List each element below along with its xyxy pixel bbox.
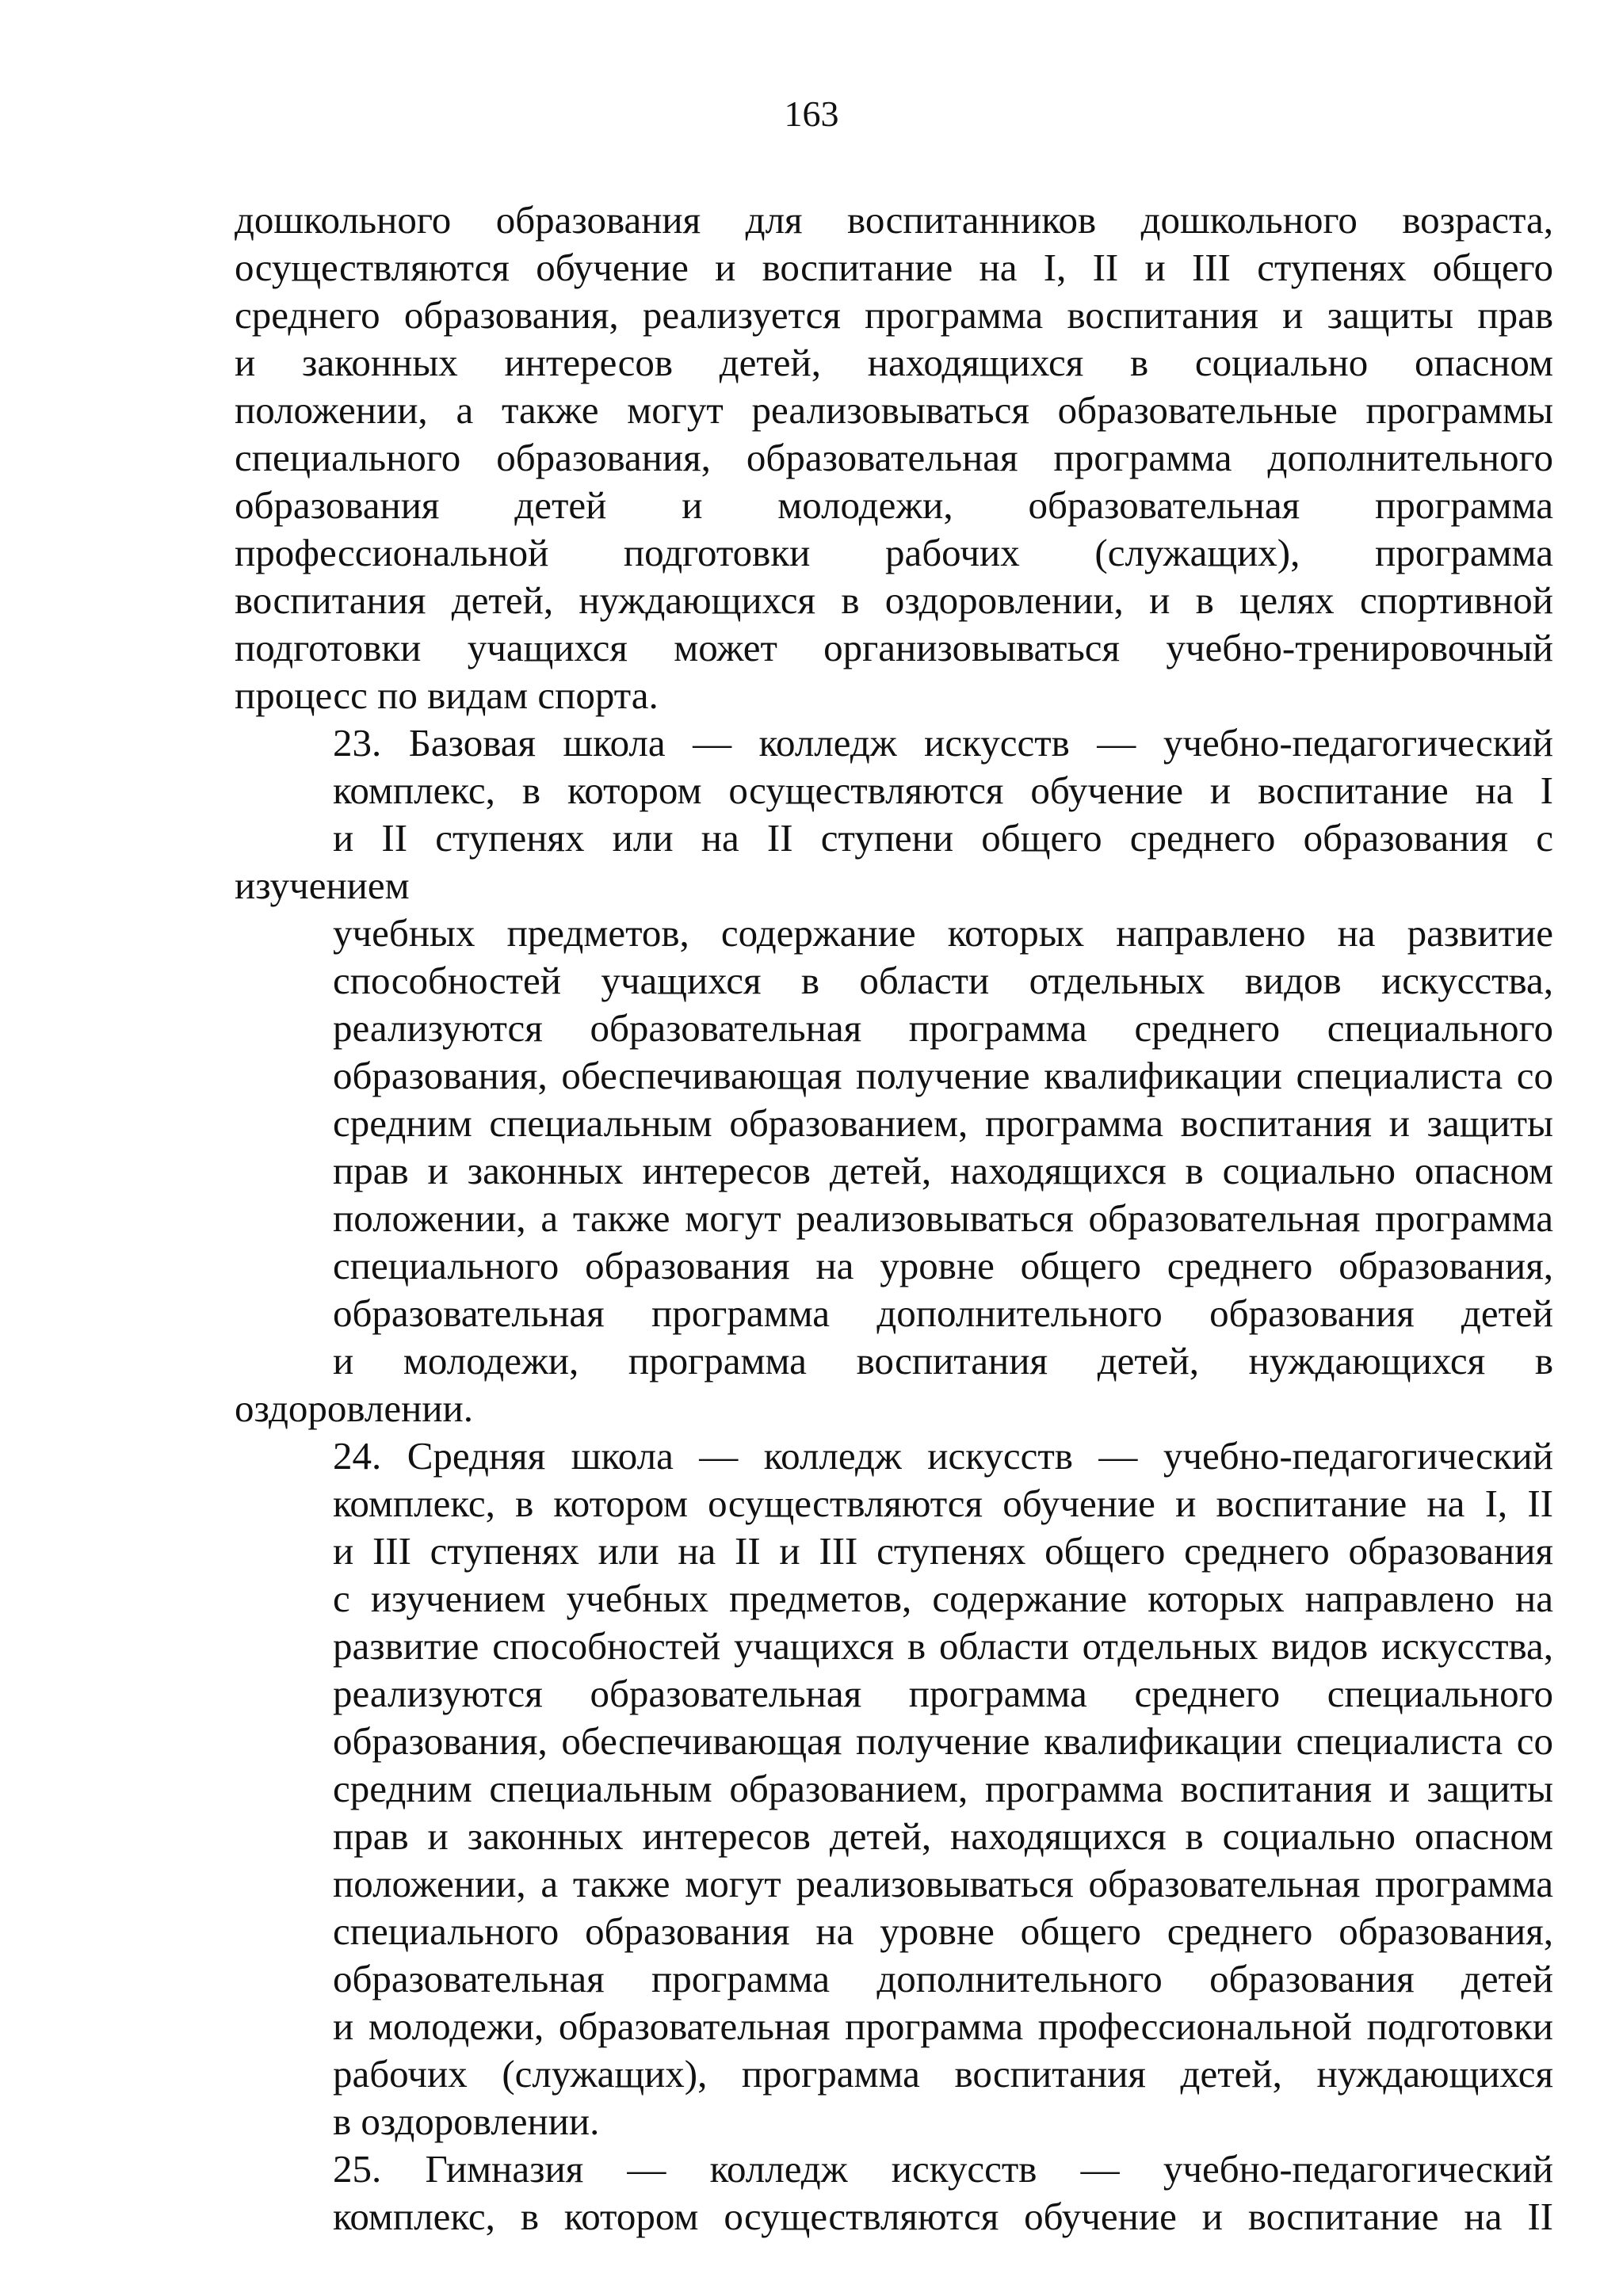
- text-line: воспитания детей, нуждающихся в оздоровлении, и в целях спортивной: [235, 578, 1553, 622]
- text-line: дошкольного образования для воспитанников дошкольного возраста,: [235, 198, 1553, 242]
- text-line: средним специальным образованием, программа воспитания и защиты: [333, 1767, 1553, 1810]
- text-line: прав и законных интересов детей, находящихся в социально опасном: [333, 1814, 1553, 1858]
- text-line: учебных предметов, содержание которых направлено на развитие: [333, 911, 1553, 955]
- text-line: специального образования, образовательная программа дополнительного: [235, 436, 1553, 479]
- text-line: положении, а также могут реализовываться образовательная программа: [333, 1196, 1553, 1240]
- text-line: образовательная программа дополнительного образования детей: [333, 1291, 1553, 1335]
- text-line: и молодежи, программа воспитания детей, нуждающихся в оздоровлении.: [235, 1339, 1553, 1430]
- text-line: образования, обеспечивающая получение квалификации специалиста со: [333, 1719, 1553, 1763]
- text-line: с изучением учебных предметов, содержание которых направлено на: [333, 1577, 1553, 1620]
- text-line: комплекс, в котором осуществляются обучение и воспитание на I: [333, 769, 1553, 812]
- text-line: реализуются образовательная программа среднего специального: [333, 1006, 1553, 1050]
- text-line: специального образования на уровне общего среднего образования,: [333, 1244, 1553, 1287]
- paragraph-24: [235, 1432, 1553, 2145]
- text-line: прав и законных интересов детей, находящихся в социально опасном: [333, 1149, 1553, 1192]
- text-line: положении, а также могут реализовываться образовательная программа: [333, 1862, 1553, 1905]
- text-line: положении, а также могут реализовываться образовательные программы: [235, 388, 1553, 432]
- paragraph-23: [235, 719, 1553, 1432]
- text-line: образовательная программа дополнительного образования детей: [333, 1957, 1553, 2000]
- text-line: в оздоровлении.: [333, 2100, 600, 2143]
- text-line: 25. Гимназия — колледж искусств — учебно-педагогический: [333, 2147, 1553, 2191]
- text-line: процесс по видам спорта.: [235, 673, 659, 717]
- text-line: 24. Средняя школа — колледж искусств — учебно-педагогический: [333, 1434, 1553, 1478]
- text-line: среднего образования, реализуется программа воспитания и защиты прав: [235, 293, 1553, 337]
- text-line: 23. Базовая школа — колледж искусств — учебно-педагогический: [333, 721, 1553, 765]
- page-number: 163: [784, 93, 839, 134]
- text-line: образования, обеспечивающая получение квалификации специалиста со: [333, 1054, 1553, 1097]
- text-line: комплекс, в котором осуществляются обучение и воспитание на I, II: [333, 1482, 1553, 1525]
- text-line: средним специальным образованием, программа воспитания и защиты: [333, 1101, 1553, 1145]
- text-line: рабочих (служащих), программа воспитания детей, нуждающихся: [333, 2052, 1553, 2096]
- text-line: и молодежи, образовательная программа профессиональной подготовки: [333, 2004, 1553, 2048]
- text-line: и II ступенях или на II ступени общего среднего образования с изучением: [235, 816, 1553, 907]
- paragraph-continuation: [235, 196, 1553, 719]
- text-line: развитие способностей учащихся в области отдельных видов искусства,: [333, 1624, 1553, 1668]
- text-line: реализуются образовательная программа среднего специального: [333, 1672, 1553, 1715]
- text-line: профессиональной подготовки рабочих (служащих), программа: [235, 531, 1553, 574]
- paragraph-25: [235, 2145, 1553, 2241]
- text-line: и законных интересов детей, находящихся в социально опасном: [235, 341, 1553, 384]
- text-line: и III ступенях или на II и III ступенях общего среднего образования: [333, 1529, 1553, 1573]
- text-line: комплекс, в котором осуществляются обучение и воспитание на II: [333, 2195, 1553, 2238]
- document-body: [235, 196, 1553, 2241]
- text-line: способностей учащихся в области отдельных видов искусства,: [333, 959, 1553, 1002]
- text-line: осуществляются обучение и воспитание на I, II и III ступенях общего: [235, 246, 1553, 289]
- text-line: образования детей и молодежи, образовательная программа: [235, 483, 1553, 527]
- text-line: подготовки учащихся может организовываться учебно-тренировочный: [235, 626, 1553, 669]
- text-line: специального образования на уровне общего среднего образования,: [333, 1909, 1553, 1953]
